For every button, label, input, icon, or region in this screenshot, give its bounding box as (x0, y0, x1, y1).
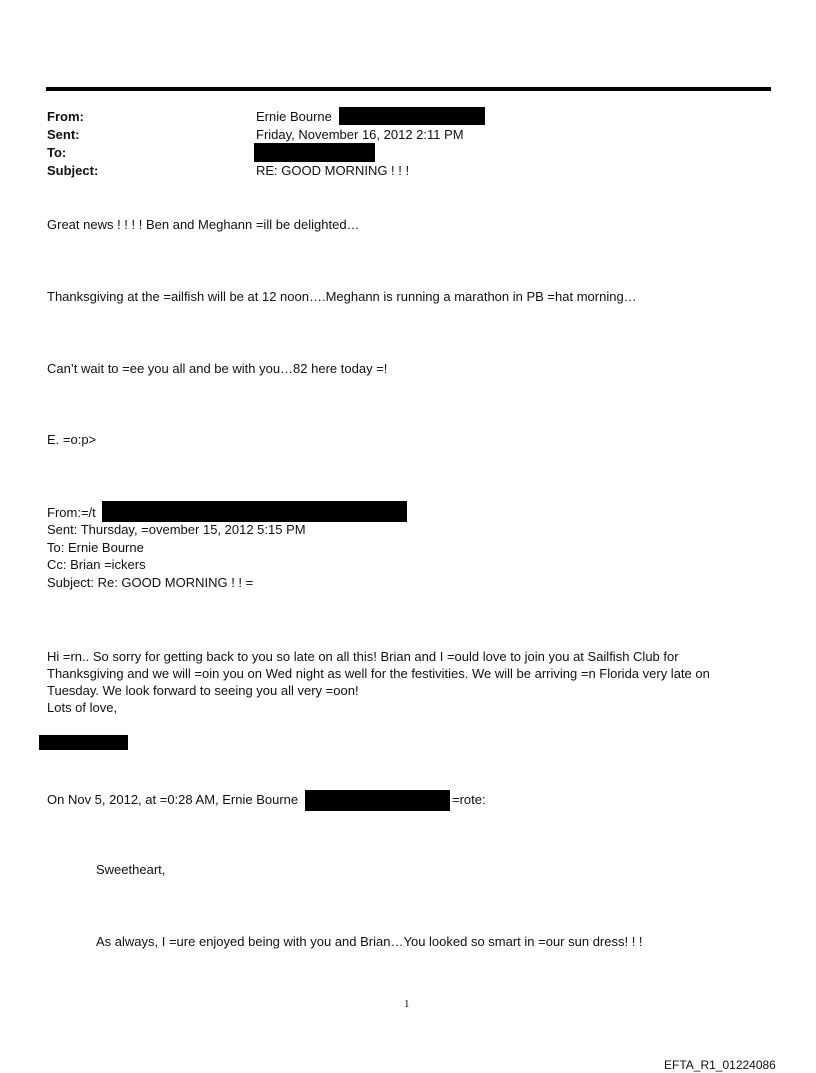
subject-label: Subject: (47, 163, 99, 178)
redaction-box (254, 143, 375, 162)
quoted-to: To: Ernie Bourne (47, 540, 144, 555)
from-value: Ernie Bourne (256, 109, 332, 124)
reply-line: Hi =rn.. So sorry for getting back to you so late on all this! Brian and I =ould love to join you at Sailfish Club for (47, 649, 679, 664)
body-line: Can’t wait to =ee you all and be with you…82 here today =! (47, 361, 388, 376)
subject-value: RE: GOOD MORNING ! ! ! (256, 163, 410, 178)
signature-line: E. =o:p> (47, 432, 97, 447)
to-label: To: (47, 145, 67, 160)
quoted-subject: Subject: Re: GOOD MORNING ! ! = (47, 575, 254, 590)
redaction-box (339, 107, 485, 125)
quoted-from: From:=/t (47, 505, 96, 520)
header-rule (46, 87, 771, 91)
redaction-box (305, 790, 450, 811)
earlier-intro-suffix: =rote: (452, 792, 486, 807)
quoted-cc: Cc: Brian =ickers (47, 557, 146, 572)
earlier-greeting: Sweetheart, (96, 862, 166, 877)
body-line: Great news ! ! ! ! Ben and Meghann =ill be delighted… (47, 217, 360, 232)
body-line: Thanksgiving at the =ailfish will be at 12 noon….Meghann is running a marathon in PB =hat morning… (47, 289, 637, 304)
page-number: 1 (404, 998, 410, 1010)
redaction-box (39, 735, 128, 750)
earlier-line: As always, I =ure enjoyed being with you and Brian…You looked so smart in =our sun dress! ! ! (96, 934, 643, 949)
reply-line: Tuesday. We look forward to seeing you all very =oon! (47, 683, 359, 698)
redaction-box (102, 501, 407, 522)
earlier-intro: On Nov 5, 2012, at =0:28 AM, Ernie Bourne (47, 792, 299, 807)
sent-label: Sent: (47, 127, 80, 142)
sent-value: Friday, November 16, 2012 2:11 PM (256, 127, 464, 142)
from-label: From: (47, 109, 84, 124)
reply-closing: Lots of love, (47, 700, 118, 715)
quoted-sent: Sent: Thursday, =ovember 15, 2012 5:15 PM (47, 522, 306, 537)
reply-line: Thanksgiving and we will =oin you on Wed night as well for the festivities. We will be arriving =n Florida very late on (47, 666, 710, 681)
bates-number: EFTA_R1_01224086 (664, 1058, 776, 1072)
